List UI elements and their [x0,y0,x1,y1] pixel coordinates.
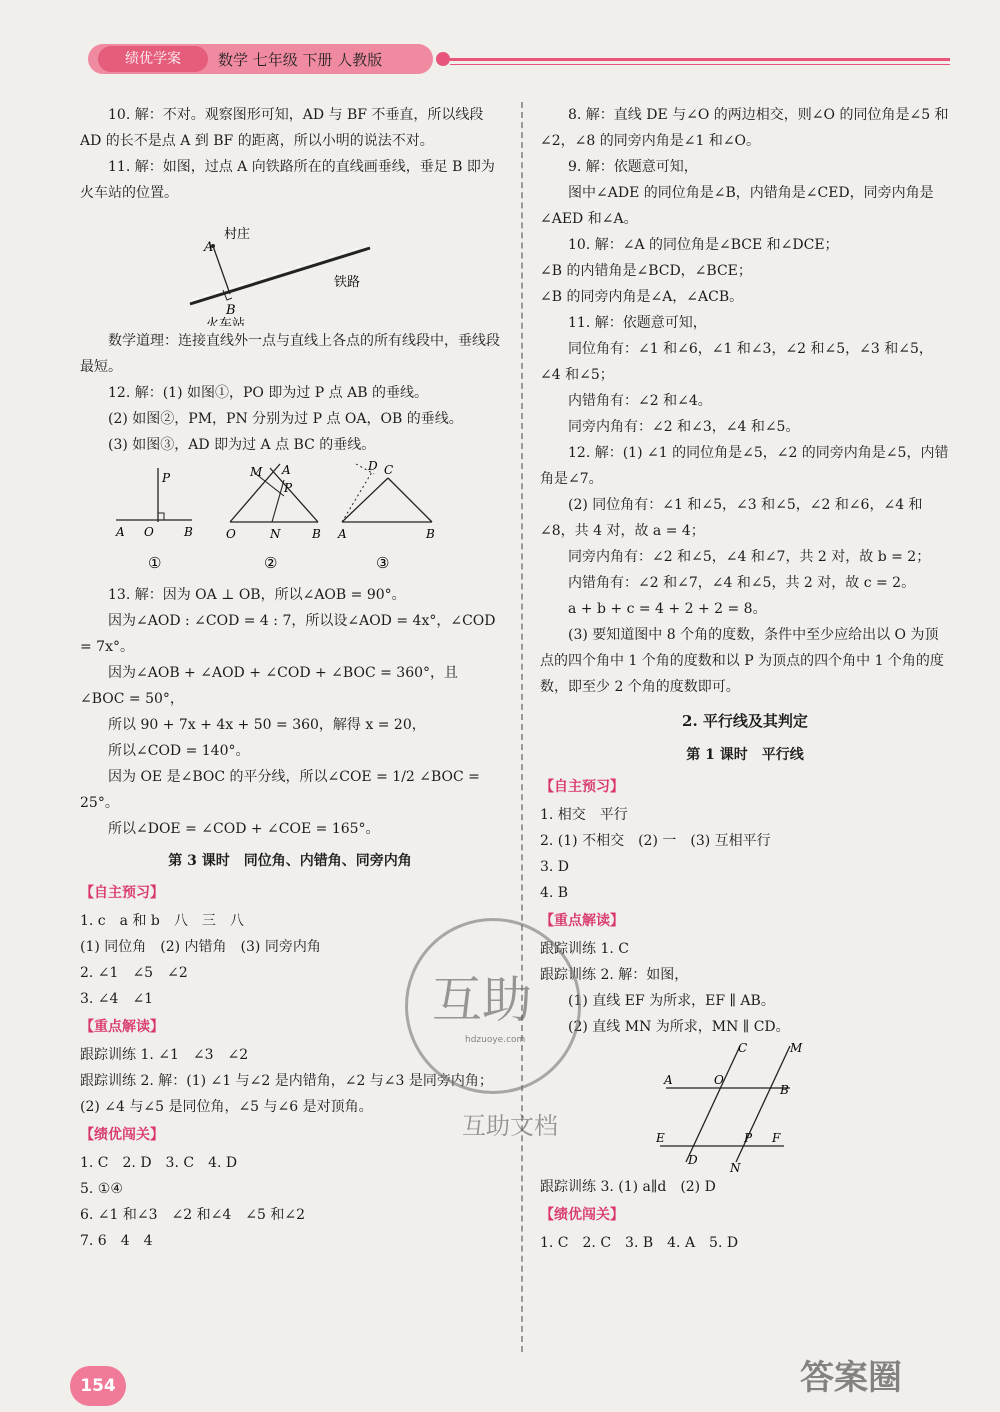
fig2-label-P: P [284,481,293,495]
label-C: C [738,1042,748,1055]
answer-11-alternate: 内错角有：∠2 和∠4。 [568,393,712,409]
answer-9-body: 图中∠ADE 的同位角是∠B，内错角是∠CED，同旁内角是∠AED 和∠A。 [540,185,934,227]
header-series-tag: 绩优学案 [98,46,208,72]
label-B: B [780,1083,789,1097]
railway-diagram [80,208,500,326]
answer-12-3: (3) 要知道图中 8 个角的度数，条件中至少应给出以 O 为顶点的四个角中 1 个角的度数和以 P 为顶点的四个角中 1 个角的度数，即至少 2 个角的度数即可。 [540,627,944,695]
answer-13-line7: 所以∠DOE = ∠COD + ∠COE = 165°。 [108,821,380,837]
answer-12-1: 12. 解：(1) ∠1 的同位角是∠5，∠2 的同旁内角是∠5，内错角是∠7。 [540,445,949,487]
label-D: D [688,1153,698,1167]
answer-13-line3: 因为∠AOB + ∠AOD + ∠COD + ∠BOC = 360°，且∠BOC = 50°， [80,665,459,707]
section-tag-preview: 【自主预习】 [80,885,164,901]
header-rule-thin [450,64,950,65]
section-title: 2. 平行线及其判定 [682,712,808,730]
label-O: O [714,1073,724,1087]
fig1-label-B: B [184,525,193,539]
section-tag-challenge: 【绩优闯关】 [80,1127,164,1143]
preview-answer-2: 2. (1) 不相交 (2) 一 (3) 互相平行 [540,833,771,849]
stamp-sub: 互助文档 [462,1112,558,1140]
stamp-main: 互助 [432,971,532,1029]
watermark-logo: 答案圈 [800,1358,902,1398]
lesson-3-title: 第 3 课时 同位角、内错角、同旁内角 [168,853,412,869]
header-rule [450,58,950,61]
fig3-caption: ③ [376,554,390,572]
fig2-label-B: B [312,527,321,541]
challenge-5: 5. ①④ [80,1181,123,1197]
answer-13-line4: 所以 90 + 7x + 4x + 50 = 360，解得 x = 20， [108,717,426,733]
answer-12-2: (2) 同位角有：∠1 和∠5，∠3 和∠5，∠2 和∠6，∠4 和∠8，共 4 对，故 a = 4； [540,497,923,539]
answer-11: 11. 解：依题意可知， [568,315,707,331]
fig3-label-B: B [426,527,435,541]
answer-10: 10. 解：不对。观察图形可知，AD 与 BF 不垂直，所以线段 AD 的长不是点 A 到 BF 的距离，所以小明的说法不对。 [80,107,484,149]
fig2-label-O: O [226,527,236,541]
figure-perpendiculars [80,460,500,580]
tracking-2-part2: (2) 直线 MN 为所求，MN ∥ CD。 [568,1019,790,1035]
fig2-caption: ② [264,554,278,572]
answer-9: 9. 解：依题意可知， [568,159,698,175]
section-tag-preview: 【自主预习】 [540,779,624,795]
section-tag-key: 【重点解读】 [540,913,624,929]
label-N: N [730,1161,741,1172]
stamp-url: hdzuoye.com [465,1035,526,1045]
label-E: E [656,1131,665,1145]
math-principle: 数学道理：连接直线外一点与直线上各点的所有线段中，垂线段最短。 [80,333,500,375]
label-railway: 铁路 [334,275,361,290]
fig1-caption: ① [148,554,162,572]
fig3-label-D: D [368,460,378,473]
answer-11-corresponding: 同位角有：∠1 和∠6，∠1 和∠3，∠2 和∠5，∠3 和∠5，∠4 和∠5； [540,341,933,383]
label-A: A [204,240,214,255]
challenge-7: 7. 6 4 4 [80,1233,153,1249]
preview-answer-3: 3. D [540,859,570,875]
header-book-title: 数学 七年级 下册 人教版 [218,51,383,69]
fig2-label-N: N [270,527,281,541]
answer-10: 10. 解：∠A 的同位角是∠BCE 和∠DCE； [568,237,839,253]
answer-13-line2: 因为∠AOD : ∠COD = 4 : 7，所以设∠AOD = 4x°，∠COD = 7x°。 [80,613,496,655]
left-column [80,102,500,1254]
answer-11-interior: 同旁内角有：∠2 和∠3，∠4 和∠5。 [568,419,800,435]
tracking-1: 跟踪训练 1. ∠1 ∠3 ∠2 [80,1047,249,1063]
figure-parallel-lines [540,1042,950,1172]
fig1-label-P: P [162,471,171,485]
challenge-6: 6. ∠1 和∠3 ∠2 和∠4 ∠5 和∠2 [80,1207,305,1223]
tracking-2: 跟踪训练 2. 解：(1) ∠1 与∠2 是内错角，∠2 与∠3 是同旁内角；(2) ∠4 与∠5 是同位角，∠5 与∠6 是对顶角。 [80,1073,493,1115]
fig3-label-C: C [384,463,394,477]
header-dot [436,52,450,66]
tracking-3: 跟踪训练 3. (1) a∥d (2) D [540,1179,716,1195]
label-B: B [226,303,236,318]
page-number: 154 [70,1366,126,1406]
tracking-2: 跟踪训练 2. 解：如图， [540,967,689,983]
fig2-label-A: A [282,463,291,477]
label-village: 村庄 [224,227,251,242]
preview-answer-4: 4. B [540,885,569,901]
column-divider [521,102,523,1352]
label-P: P [744,1131,753,1145]
preview-answer-2: 2. ∠1 ∠5 ∠2 [80,965,188,981]
answer-13-line1: 13. 解：因为 OA ⊥ OB，所以∠AOB = 90°。 [108,587,406,603]
answer-12-2: (2) 如图②，PM，PN 分别为过 P 点 OA，OB 的垂线。 [108,411,463,427]
fig2-label-M: M [250,465,263,479]
answer-13-line5: 所以∠COD = 140°。 [108,743,250,759]
section-tag-key: 【重点解读】 [80,1019,164,1035]
challenge-answers: 1. C 2. C 3. B 4. A 5. D [540,1235,739,1251]
parallel-lines-diagram [540,1042,950,1172]
fig3-label-A: A [338,527,347,541]
label-M: M [790,1042,803,1055]
answer-10-c: ∠B 的同旁内角是∠A，∠ACB。 [540,289,744,305]
page-header [0,0,1000,110]
answer-10-b: ∠B 的内错角是∠BCD，∠BCE； [540,263,752,279]
answer-13-line6: 因为 OE 是∠BOC 的平分线，所以∠COE = 1/2 ∠BOC = 25°。 [80,769,480,811]
label-F: F [772,1131,781,1145]
answer-12-1: 12. 解：(1) 如图①，PO 即为过 P 点 AB 的垂线。 [108,385,428,401]
answer-12-sum: a + b + c = 4 + 2 + 2 = 8。 [568,601,767,617]
perpendicular-diagrams [80,460,500,580]
challenge-1-4: 1. C 2. D 3. C 4. D [80,1155,238,1171]
answer-12-2b: 同旁内角有：∠2 和∠5，∠4 和∠7，共 2 对，故 b = 2； [568,549,931,565]
fig1-label-O: O [144,525,154,539]
preview-answer-3: 3. ∠4 ∠1 [80,991,154,1007]
tracking-1: 跟踪训练 1. C [540,941,629,957]
tracking-2-part1: (1) 直线 EF 为所求，EF ∥ AB。 [568,993,775,1009]
answer-8: 8. 解：直线 DE 与∠O 的两边相交，则∠O 的同位角是∠5 和∠2，∠8 的同旁内角是∠1 和∠O。 [540,107,949,149]
preview-answer-1b: (1) 同位角 (2) 内错角 (3) 同旁内角 [80,939,321,955]
fig1-label-A: A [116,525,125,539]
label-station: 火车站 [206,317,246,326]
answer-12-3: (3) 如图③，AD 即为过 A 点 BC 的垂线。 [108,437,376,453]
answer-11: 11. 解：如图，过点 A 向铁路所在的直线画垂线，垂足 B 即为火车站的位置。 [80,159,495,201]
preview-answer-1: 1. c a 和 b 八 三 八 [80,913,244,929]
figure-railway [80,208,500,326]
preview-answer-1: 1. 相交 平行 [540,807,628,823]
label-A: A [664,1073,673,1087]
lesson-1-title: 第 1 课时 平行线 [686,747,804,763]
answer-12-2c: 内错角有：∠2 和∠7，∠4 和∠5，共 2 对，故 c = 2。 [568,575,916,591]
right-column [540,102,950,1256]
section-tag-challenge: 【绩优闯关】 [540,1207,624,1223]
